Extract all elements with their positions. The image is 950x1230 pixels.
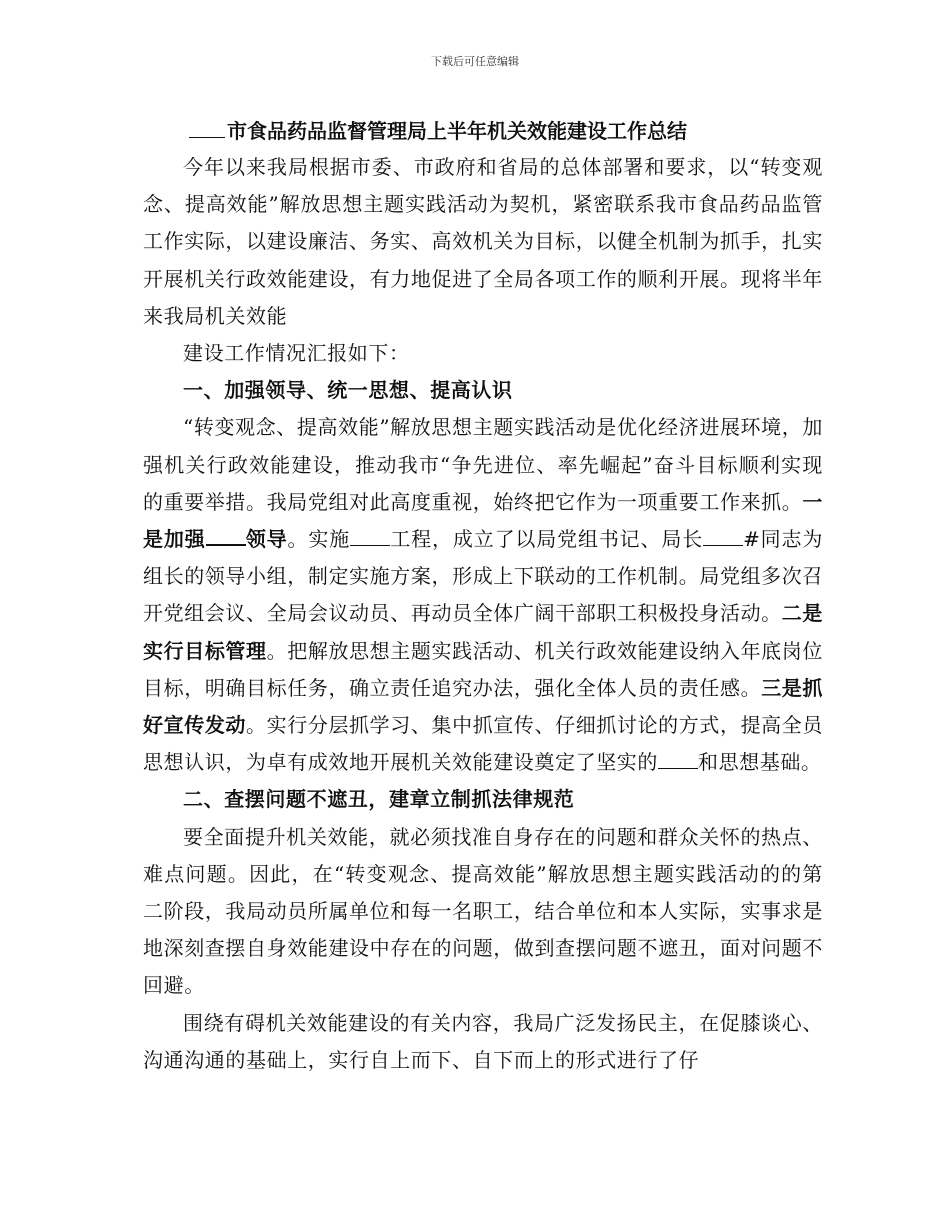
bold-point-1-a: 一是加强 [143, 489, 823, 552]
document-title-text: 市食品药品监督管理局上半年机关效能建设工作总结 [227, 119, 687, 143]
paragraph-section-1 [143, 409, 823, 781]
bold-point-2: 二是实行目标管理 [143, 601, 823, 663]
document-body [143, 113, 823, 1079]
text-run: “转变观念、提高效能”解放思想主题实践活动是优化经济进展环境，加强机关行政效能建设，推动我市“争先进位、率先崛起”奋斗目标顺利实现的重要举措。我局党组对此高度重视，始终把它作为一项重要工作来抓。 [143, 415, 823, 514]
text-run: 。把解放思想主题实践活动、机关行政效能建设纳入年底岗位目标，明确目标任务，确立责任追究办法，强化全体人员的责任感。 [143, 638, 823, 700]
document-title [143, 113, 823, 149]
blank-field [658, 750, 698, 769]
paragraph-section-2: 要全面提升机关效能，就必须找准自身存在的问题和群众关怀的热点、难点问题。因此，在“转变观念、提高效能”解放思想主题实践活动的的第二阶段，我局动员所属单位和每一名职工，结合单位和本人实际，实事求是地深刻查摆自身效能建设中存在的问题，做到查摆问题不遮丑，面对问题不回避。 [143, 824, 823, 998]
blank-field [206, 526, 246, 546]
bold-point-1-b: 领导 [245, 527, 288, 552]
text-run: 。实施 [287, 527, 351, 552]
title-blank [189, 117, 225, 138]
header-note: 下载后可任意编辑 [431, 55, 519, 68]
section-heading-1: 一、加强领导、统一思想、提高认识 [183, 378, 513, 403]
text-run: 工程，成立了以局党组书记、局长 [390, 527, 704, 552]
paragraph-intro: 今年以来我局根据市委、市政府和省局的总体部署和要求，以“转变观念、提高效能”解放思想主题实践活动为契机，紧密联系我市食品药品监管工作实际，以建设廉洁、务实、高效机关为目标，以健全机制为抓手，扎实开展机关行政效能建设，有力地促进了全局各项工作的顺利开展。现将半年来我局机关效能 [143, 155, 823, 328]
blank-field [703, 527, 743, 546]
bold-point-3: 三是抓好宣传发动 [143, 675, 823, 738]
text-run: 。实行分层抓学习、集中抓宣传、仔细抓讨论的方式，提高全员思想认识，为卓有成效地开展机关效能建设奠定了坚实的 [143, 713, 823, 775]
text-run: #同志为组长的领导小组，制定实施方案，形成上下联动的工作机制。局党组多次召开党组会议、全局会议动员、再动员全体广阔干部职工积极投身活动。 [143, 527, 823, 626]
blank-field [350, 527, 390, 546]
paragraph-report-lead: 建设工作情况汇报如下： [183, 341, 410, 366]
paragraph-section-2-cont: 围绕有碍机关效能建设的有关内容，我局广泛发扬民主，在促膝谈心、沟通沟通的基础上，实行自上而下、自下而上的形式进行了仔 [143, 1010, 823, 1072]
section-heading-2: 二、查摆问题不遮丑，建章立制抓法律规范 [183, 787, 575, 812]
text-run: 和思想基础。 [698, 750, 822, 775]
